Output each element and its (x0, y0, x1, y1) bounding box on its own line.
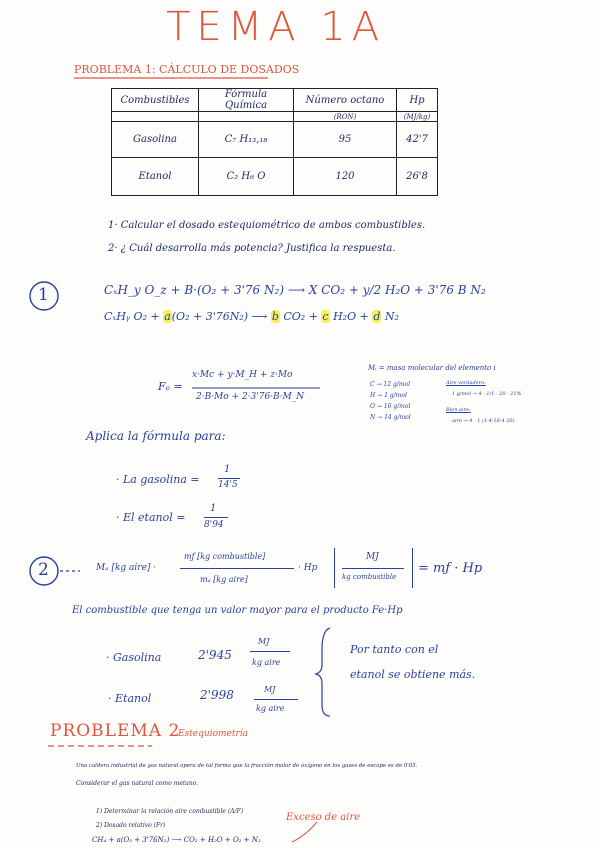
gasolina-unit-den: kg aire (252, 658, 281, 667)
gasolina-result-label: · Gasolina (106, 651, 162, 664)
result-note-1: Por tanto con el (350, 643, 439, 656)
fe-denominator: 2·B·Mo + 2·3'76·B·M_N (196, 392, 305, 402)
conclusion-text: El combustible que tenga un valor mayor para el producto Fe·Hp (72, 605, 403, 616)
problem2-text-2: Considerar el gas natural como metano. (76, 780, 199, 787)
note-side-1: Aire verdadero: (446, 380, 486, 386)
result-brace (316, 628, 330, 716)
etanol-unit-num: MJ (264, 685, 276, 694)
problem2-text-1: Una caldera industrial de gas natural opera de tal forma que la fracción molar de oxígeno en los gases de escape es de 0'03. (76, 763, 418, 769)
eq2-mid3: H₂O + (329, 310, 373, 323)
question-1: 1· Calcular el dosado estequiométrico de ambos combustibles. (108, 220, 426, 231)
cell-fuel: Gasolina (112, 122, 199, 158)
coef-b: b (271, 310, 279, 323)
cell-octane: 120 (294, 158, 397, 196)
etanol-den: 8'94 (204, 520, 224, 530)
table-row (112, 158, 438, 196)
step2-number: 2 (38, 560, 49, 580)
eq3-frac-line (180, 568, 294, 569)
problem2-item-2: 2) Dosado relativo (Fr) (96, 822, 166, 829)
note-title: Mᵢ = masa molecular del elemento i (368, 364, 496, 372)
header-formula: Fórmula Química (199, 89, 294, 112)
gasolina-unit-line (250, 651, 290, 652)
cell-formula: C₂ H₆ O (199, 158, 294, 196)
step1-number: 1 (38, 285, 49, 305)
etanol-result-value: 2'998 (200, 688, 234, 702)
subheader-octane: (RON) (294, 112, 397, 122)
etanol-result-label: · Etanol (108, 692, 152, 705)
subheader-fuels (112, 112, 199, 122)
page-title: TEMA 1A (166, 4, 386, 50)
question-2: 2· ¿ Cuál desarrolla más potencia? Justifica la respuesta. (108, 243, 396, 254)
etanol-frac-line (204, 517, 228, 518)
cell-fuel: Etanol (112, 158, 199, 196)
note-item-n: N → 14 g/mol (370, 414, 411, 421)
fe-numerator: x·Mc + y·M_H + z·Mo (192, 370, 293, 380)
cell-hp: 26'8 (397, 158, 438, 196)
eq2-mid2: CO₂ + (279, 310, 322, 323)
cell-formula: C₇ H₁₃,₁₈ (199, 122, 294, 158)
etanol-unit-line (254, 699, 298, 700)
header-fuels: Combustibles (112, 89, 199, 112)
gasolina-frac-line (218, 478, 240, 479)
eq3-frac-den: mₐ [kg aire] (200, 575, 248, 584)
annotation-arrow (292, 822, 317, 842)
eq2-mid1: (O₂ + 3'76N₂) ⟶ (171, 310, 271, 323)
eq3-hp: · Hp (298, 563, 318, 573)
note-item-o: O → 16 g/mol (370, 403, 411, 410)
eq3-bracket-den: kg combustible (342, 573, 397, 581)
bracket-right (410, 548, 413, 588)
coef-a: a (164, 310, 171, 323)
header-octane: Número octano (294, 89, 397, 112)
header-hp: Hp (397, 89, 438, 112)
etanol-num: 1 (210, 503, 217, 514)
coef-d: d (373, 310, 381, 323)
subheader-formula (199, 112, 294, 122)
note-item-c: C → 12 g/mol (370, 381, 411, 388)
eq3-bracket-line (342, 568, 404, 569)
result-note-2: etanol se obtiene más. (350, 668, 476, 681)
gasolina-den: 14'5 (218, 480, 238, 490)
note-side-1b: 1 g/mol → 4 · 1/1 · 20 · 21% (452, 391, 522, 397)
cell-hp: 42'7 (397, 122, 438, 158)
fuels-table (111, 88, 438, 196)
excess-air-annotation: Exceso de aire (286, 812, 361, 823)
eq3-rhs: = mƒ · Hp (418, 561, 483, 576)
eq3-bracket-num: MJ (366, 552, 379, 562)
problem2-heading: PROBLEMA 2 (50, 721, 181, 741)
problem2-equation: CH₄ + a(O₂ + 3'76N₂) ⟶ CO₂ + H₂O + O₂ + N₂ (92, 836, 261, 844)
coef-c: c (322, 310, 329, 323)
gasolina-unit-num: MJ (258, 637, 270, 646)
reaction-equation-1: CₓH_y O_z + B·(O₂ + 3'76 N₂) ⟶ X CO₂ + y/2 H₂O + 3'76 B N₂ (104, 283, 486, 297)
etanol-line: · El etanol = (116, 511, 186, 524)
etanol-unit-den: kg aire (256, 704, 285, 713)
problem1-heading: PROBLEMA 1: CÁLCULO DE DOSADOS (74, 63, 300, 76)
eq3-frac-num: mƒ [kg combustible] (184, 552, 266, 561)
eq3-lhs: Mₐ [kg aire] · (96, 563, 157, 573)
eq2-end: N₂ (381, 310, 399, 323)
gasolina-line: · La gasolina = (116, 473, 200, 486)
subheader-hp: (MJ/kg) (397, 112, 438, 122)
note-item-h: H → 1 g/mol (370, 392, 407, 399)
problem2-item-1: 1) Determinar la relación aire combustible (A/F) (96, 808, 244, 815)
table-row (112, 122, 438, 158)
aplica-text: Aplica la fórmula para: (86, 429, 226, 443)
note-side-2: Bien aire: (446, 407, 471, 413)
reaction-equation-2 (104, 310, 399, 323)
note-side-2b: aire → 4 · 1 (1·4·16·4 20) (452, 418, 515, 424)
fe-lhs: Fₑ = (158, 380, 183, 393)
gasolina-num: 1 (224, 464, 231, 475)
eq2-lhs: CₓHᵧ O₂ + (104, 310, 164, 323)
gasolina-result-value: 2'945 (198, 648, 232, 662)
cell-octane: 95 (294, 122, 397, 158)
problem2-subheading: Estequiometría (178, 729, 249, 739)
